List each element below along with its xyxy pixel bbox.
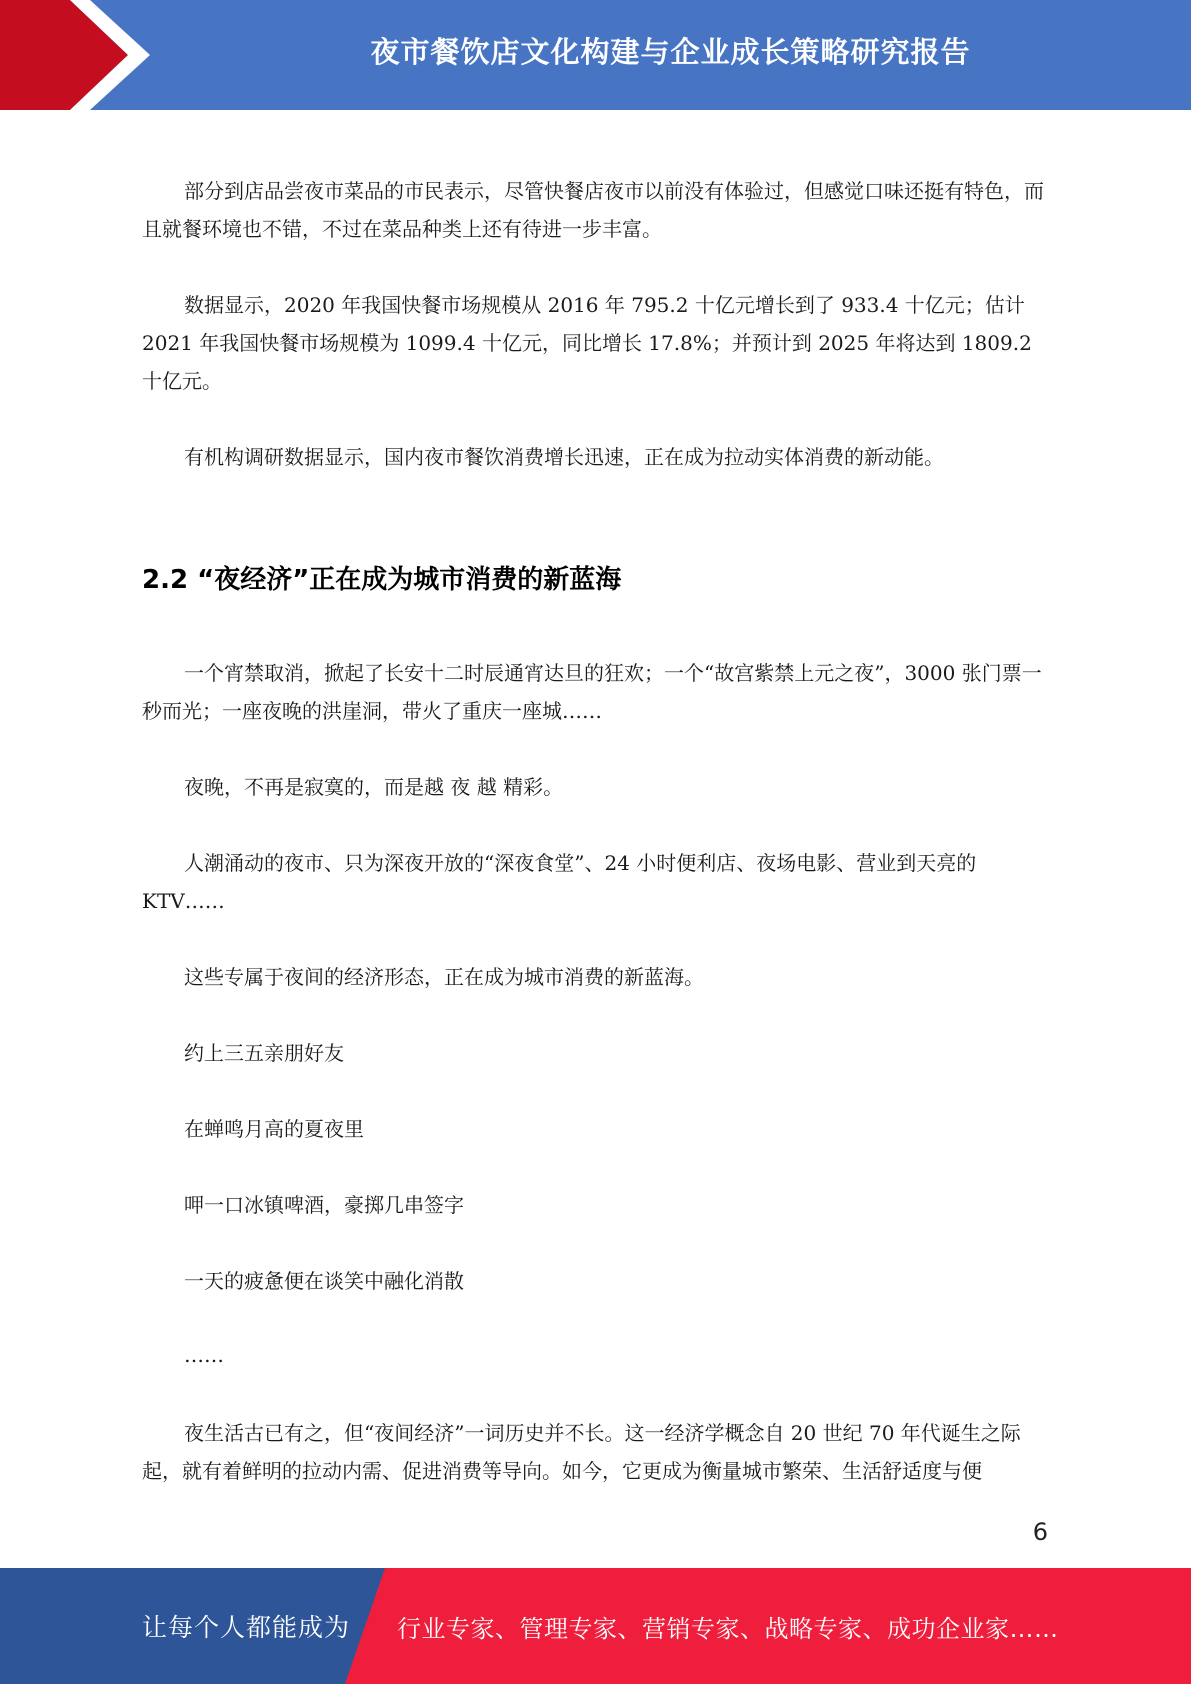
paragraph: 夜晚，不再是寂寞的，而是越 夜 越 精彩。 (184, 775, 564, 799)
paragraph: 部分到店品尝夜市菜品的市民表示，尽管快餐店夜市以前没有体验过，但感觉口味还挺有特色，而且就餐环境也不错，不过在菜品种类上还有待进一步丰富。 (142, 179, 1044, 241)
ellipsis-line: …… (184, 1343, 224, 1367)
footer-slogan-left: 让每个人都能成为 (142, 1613, 351, 1642)
verse-line: 呷一口冰镇啤酒，豪掷几串签字 (184, 1193, 464, 1217)
section-heading: 2.2 “夜经济”正在成为城市消费的新蓝海 (142, 565, 622, 595)
verse-line: 约上三五亲朋好友 (184, 1041, 344, 1065)
paragraph: 数据显示，2020 年我国快餐市场规模从 2016 年 795.2 十亿元增长到了 933.4 十亿元；估计 2021 年我国快餐市场规模为 1099.4 十亿元，同比增长 17.8%；并预计到 2025 年将达到 1809.2 十亿元。 (142, 293, 1032, 393)
page-number: 6 (1032, 1518, 1048, 1546)
header-banner (0, 0, 1191, 110)
paragraph: 一个宵禁取消，掀起了长安十二时辰通宵达旦的狂欢；一个“故宫紫禁上元之夜”，3000 张门票一秒而光；一座夜晚的洪崖洞，带火了重庆一座城…… (142, 661, 1042, 723)
verse-line: 在蝉鸣月高的夏夜里 (184, 1117, 364, 1141)
footer-slogan-right: 行业专家、管理专家、营销专家、战略专家、成功企业家…… (397, 1614, 1059, 1643)
header-chevron-decoration (0, 0, 160, 110)
verse-line: 一天的疲惫便在谈笑中融化消散 (184, 1269, 464, 1293)
paragraph: 有机构调研数据显示，国内夜市餐饮消费增长迅速，正在成为拉动实体消费的新动能。 (184, 445, 944, 469)
paragraph: 人潮涌动的夜市、只为深夜开放的“深夜食堂”、24 小时便利店、夜场电影、营业到天亮的 KTV…… (142, 851, 977, 913)
document-title: 夜市餐饮店文化构建与企业成长策略研究报告 (370, 34, 971, 69)
footer-banner (0, 1568, 1191, 1684)
paragraph: 这些专属于夜间的经济形态，正在成为城市消费的新蓝海。 (184, 965, 704, 989)
paragraph: 夜生活古已有之，但“夜间经济”一词历史并不长。这一经济学概念自 20 世纪 70 年代诞生之际起，就有着鲜明的拉动内需、促进消费等导向。如今，它更成为衡量城市繁荣、生活舒适度与便 (142, 1421, 1021, 1483)
